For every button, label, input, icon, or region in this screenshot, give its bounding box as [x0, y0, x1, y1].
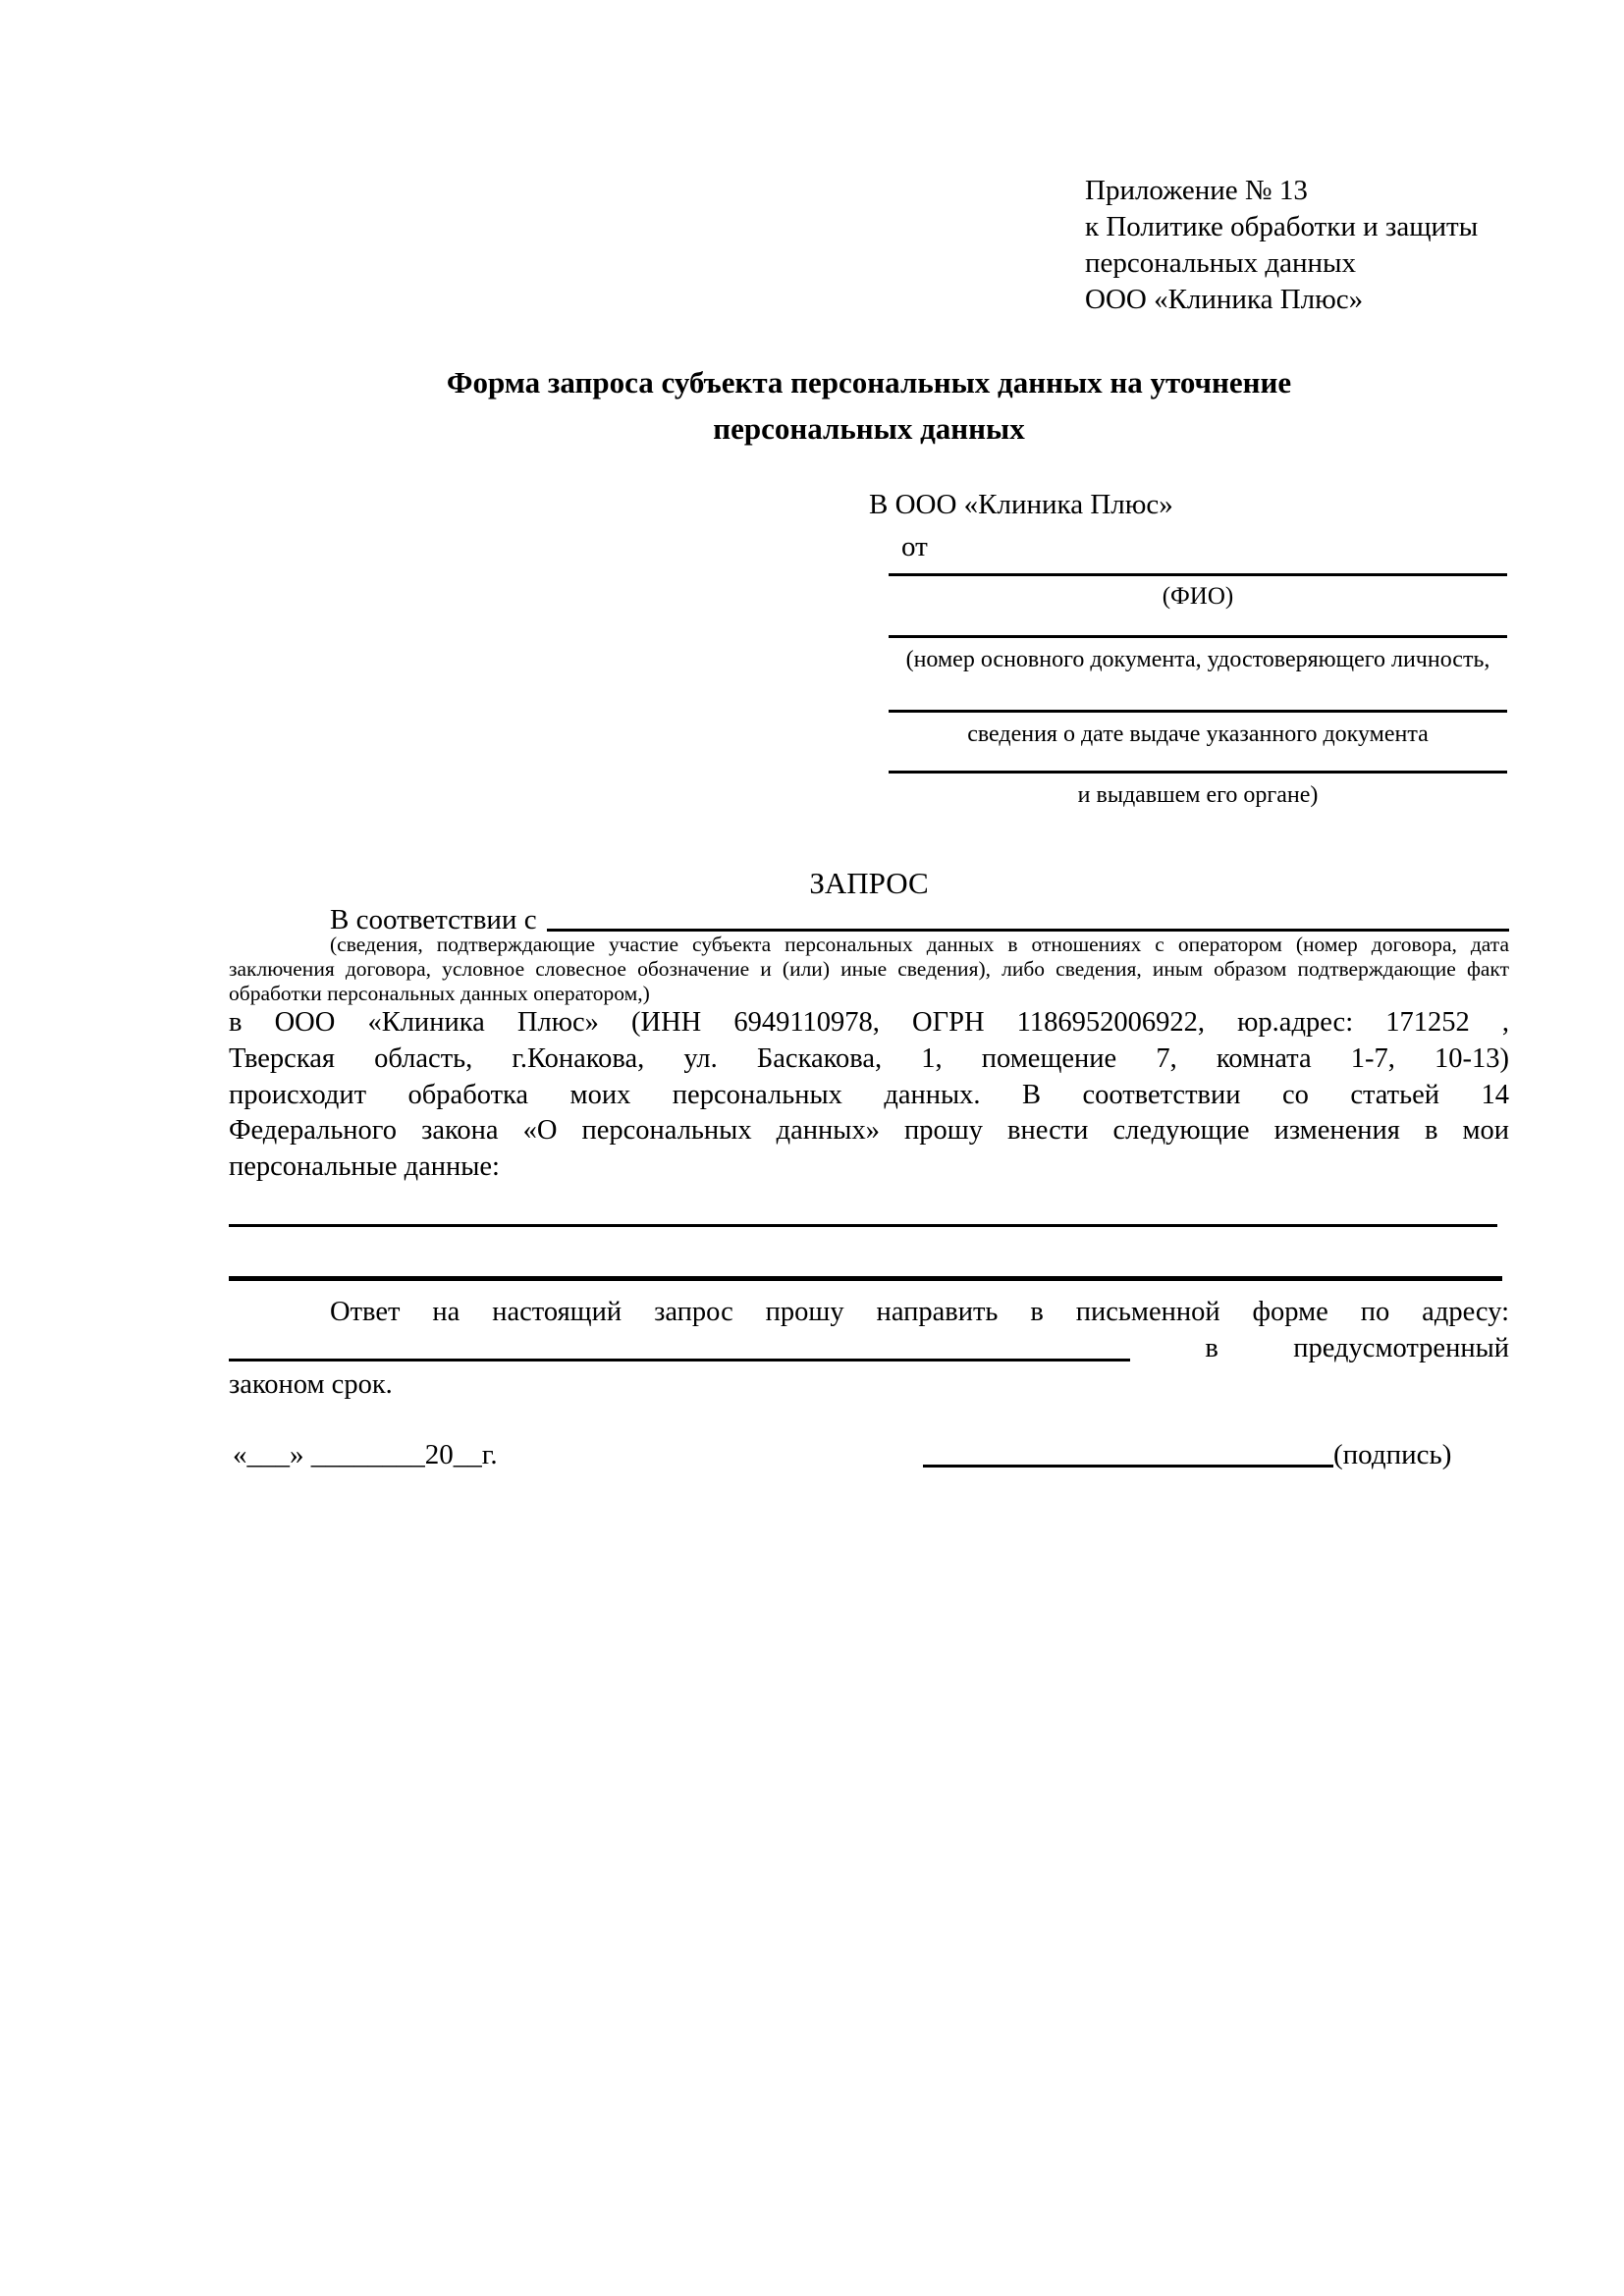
issue-date-blank-line [889, 710, 1507, 713]
appendix-line-4: ООО «Клиника Плюс» [1085, 284, 1364, 315]
addressee-organization: В ООО «Клиника Плюс» [869, 489, 1173, 520]
reply-word-v: в [1205, 1333, 1218, 1363]
fio-blank-line [889, 573, 1507, 576]
body-line-5: персональные данные: [229, 1151, 500, 1183]
footnote-line-1: (сведения, подтверждающие участие субъекта персональных данных в отношениях с оператором (номер договора, дата [330, 933, 1509, 956]
date-blank: «___» ________20__г. [233, 1439, 498, 1470]
title-line-2: персональных данных [713, 411, 1025, 446]
accordance-prefix: В соответствии с [330, 904, 537, 935]
addressee-from-label: от [901, 531, 928, 562]
reply-address-row [229, 1330, 1509, 1366]
footnote-line-2: заключения договора, условное словесное обозначение и (или) иные сведения), либо сведения, иным образом подтверждающие факт [229, 957, 1509, 981]
body-line-3: происходит обработка моих персональных данных. В соответствии со статьей 14 [229, 1079, 1509, 1110]
footnote-block [229, 933, 1509, 1006]
document-number-blank-line [889, 635, 1507, 638]
address-blank-line [229, 1359, 1130, 1362]
document-title [229, 359, 1509, 452]
reply-line-3: законом срок. [229, 1369, 393, 1400]
footnote-line-3: обработки персональных данных оператором,) [229, 982, 650, 1005]
reply-line-1: Ответ на настоящий запрос прошу направить в письменной форме по адресу: [330, 1297, 1509, 1327]
appendix-line-3: персональных данных [1085, 247, 1357, 279]
appendix-line-2: к Политике обработки и защиты [1085, 211, 1479, 242]
reply-paragraph [229, 1294, 1509, 1403]
accordance-blank-line [547, 929, 1509, 932]
body-paragraph [229, 1005, 1509, 1186]
body-line-1: в ООО «Клиника Плюс» (ИНН 6949110978, ОГРН 1186952006922, юр.адрес: 171252 , [229, 1007, 1509, 1038]
request-heading: ЗАПРОС [809, 866, 929, 900]
appendix-line-1: Приложение № 13 [1085, 175, 1308, 206]
issue-date-caption: сведения о дате выдаче указанного документа [967, 721, 1429, 747]
accordance-row [229, 903, 1509, 936]
changes-blank-line-2 [229, 1276, 1502, 1281]
appendix-block [1085, 173, 1478, 318]
issuing-authority-caption: и выдавшем его органе) [1077, 782, 1319, 808]
issuing-authority-blank-line [889, 771, 1507, 774]
fio-caption: (ФИО) [1162, 583, 1234, 610]
body-line-2: Тверская область, г.Конакова, ул. Баскакова, 1, помещение 7, комната 1-7, 10-13) [229, 1042, 1509, 1074]
reply-word-predusmotrenny: предусмотренный [1293, 1333, 1509, 1363]
title-line-1: Форма запроса субъекта персональных данных на уточнение [446, 365, 1292, 400]
changes-blank-line-1 [229, 1224, 1497, 1227]
body-line-4: Федерального закона «О персональных данных» прошу внести следующие изменения в мои [229, 1115, 1509, 1147]
document-number-caption: (номер основного документа, удостоверяющего личность, [905, 647, 1490, 672]
signature-blank-line [923, 1465, 1333, 1468]
signature-caption: (подпись) [1333, 1439, 1452, 1470]
